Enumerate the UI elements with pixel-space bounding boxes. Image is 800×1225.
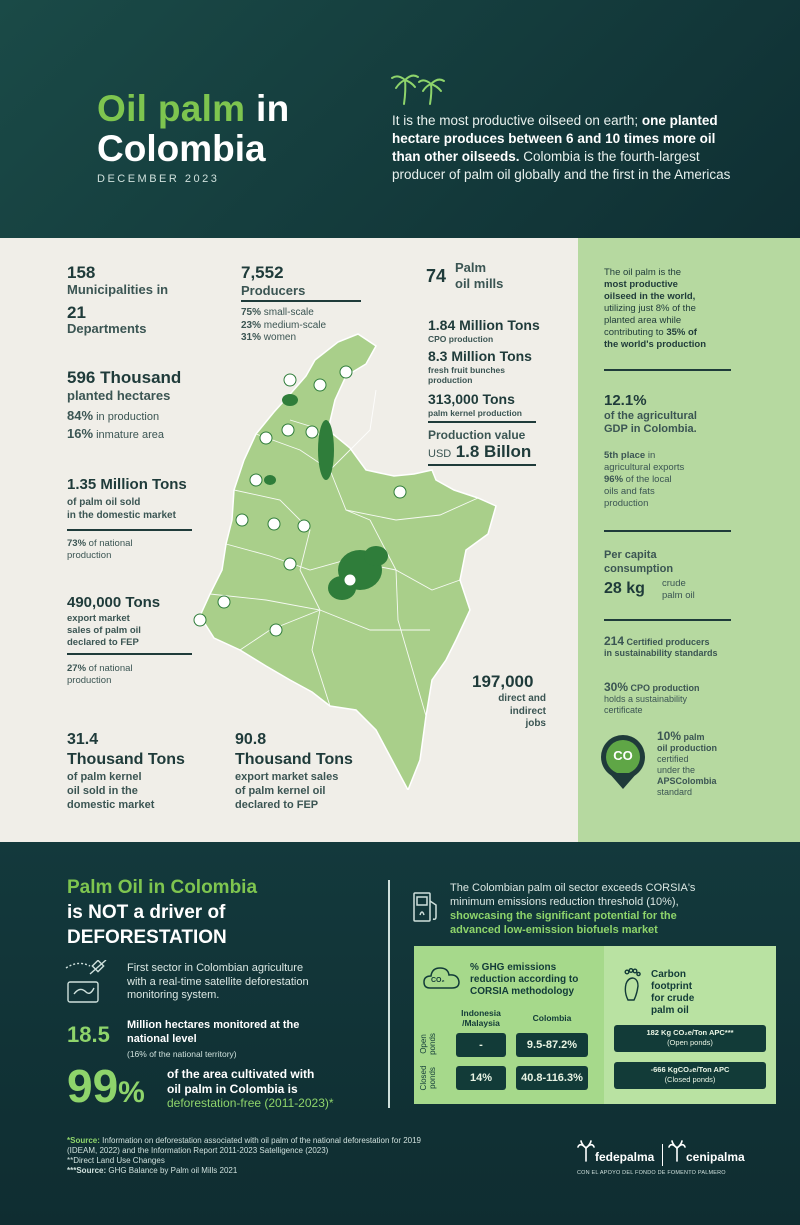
fedepalma-logo-icon xyxy=(577,1140,595,1162)
export-ranking: 5th place in agricultural exports 96% of the local oils and fats production xyxy=(604,450,685,509)
domestic-sales-label: of palm oil sold in the domestic market xyxy=(67,497,176,521)
jobs-count: 197,000 xyxy=(472,672,534,691)
pk-oil-domestic-amount: 31.4 Thousand Tons xyxy=(67,731,185,768)
aps-certified: 10% palm oil production certified under the APSColombia standard xyxy=(657,729,717,797)
row-header-open: Open ponds xyxy=(419,1033,437,1055)
cpo-certified: 30% CPO production holds a sustainability certificate xyxy=(604,680,700,715)
producers-breakdown: 75% small-scale 23% medium-scale 31% women xyxy=(241,307,327,343)
cpo-label: CPO production xyxy=(428,334,494,344)
municipalities-label: Municipalities in xyxy=(67,282,169,297)
page-title: Oil palm in xyxy=(97,88,290,129)
col-header-indonesia: Indonesia /Malaysia xyxy=(461,1008,501,1028)
gdp-share: 12.1% xyxy=(604,392,647,409)
immature-area: 16% inmature area xyxy=(67,426,164,441)
aps-seal-icon xyxy=(599,733,647,791)
intro-text: It is the most productive oilseed on earth; one planted hectare produces between 6 and 10 times more oil than other oilseeds. Colombia is the fourth-largest producer of palm oil globally and the first in the Americas xyxy=(392,113,731,182)
ffb-label: fresh fruit bunches production xyxy=(428,365,505,385)
export-sales-label: export market sales of palm oil declared to FEP xyxy=(67,613,141,648)
monitored-hectares-count: 18.5 xyxy=(67,1022,110,1047)
logo-divider xyxy=(662,1144,663,1166)
divider xyxy=(428,421,536,423)
territory-share: (16% of the national territory) xyxy=(127,1049,237,1059)
section-title-line-3: DEFORESTATION xyxy=(67,927,227,948)
divider xyxy=(604,530,731,532)
producers-count: 7,552 xyxy=(241,263,284,282)
co2-label: CO₂ xyxy=(431,977,445,984)
domestic-sales-amount: 1.35 Million Tons xyxy=(67,476,187,493)
divider xyxy=(67,653,192,655)
pk-oil-export-label: export market sales of palm kernel oil declared to FEP xyxy=(235,771,339,811)
divider xyxy=(241,300,361,302)
producers-label: Producers xyxy=(241,283,306,298)
cenipalma-logo: cenipalma xyxy=(686,1150,745,1164)
row-header-closed: Closed ponds xyxy=(419,1065,437,1091)
fuel-pump-icon xyxy=(412,887,440,923)
divider xyxy=(604,369,731,371)
jobs-label: direct and indirect jobs xyxy=(498,693,546,729)
production-value-label: Production value xyxy=(428,428,526,442)
consumption-label: Per capita consumption xyxy=(604,549,674,575)
divider xyxy=(428,464,536,466)
carbon-footprint-title: Carbon footprint for crude palm oil xyxy=(651,969,695,1016)
col-header-colombia: Colombia xyxy=(532,1013,572,1023)
report-date: DECEMBER 2023 xyxy=(97,173,220,185)
vertical-divider xyxy=(388,880,390,1108)
consumption-value: 28 kg xyxy=(604,580,645,597)
export-sales-amount: 490,000 Tons xyxy=(67,594,161,611)
pk-oil-domestic-label: of palm kernel oil sold in the domestic market xyxy=(67,771,155,811)
departments-count: 21 xyxy=(67,303,86,322)
pk-production: 313,000 Tons xyxy=(428,391,515,407)
domestic-share: 73% of national production xyxy=(67,538,133,561)
seal-label: CO xyxy=(613,748,633,763)
palm-tree-icon xyxy=(390,70,450,106)
hectares-count: 596 Thousand xyxy=(67,368,182,387)
footprint-icon xyxy=(622,968,642,1002)
production-value: USD 1.8 Billon xyxy=(428,442,532,461)
municipalities-count: 158 xyxy=(67,263,96,282)
production-area: 84% in production xyxy=(67,408,160,423)
cell-closed-colombia: 40.8-116.3% xyxy=(516,1066,588,1090)
fedepalma-logo: fedepalma xyxy=(595,1150,655,1164)
gdp-label: of the agricultural GDP in Colombia. xyxy=(604,410,697,435)
ghg-title: % GHG emissions reduction according to CORSIA methodology xyxy=(470,962,579,997)
export-share: 27% of national production xyxy=(67,663,133,686)
deforestation-free-pct: 99% xyxy=(67,1060,145,1112)
hectares-label: planted hectares xyxy=(67,388,171,403)
consumption-unit: crude palm oil xyxy=(662,578,695,601)
cpo-production: 1.84 Million Tons xyxy=(428,317,540,333)
pk-oil-export-amount: 90.8 Thousand Tons xyxy=(235,731,353,768)
logo-subtitle: CON EL APOYO DEL FONDO DE FOMENTO PALMERO xyxy=(577,1170,726,1176)
mills-count: 74 xyxy=(426,266,447,286)
divider xyxy=(67,529,192,531)
mills-label: Palm oil mills xyxy=(455,260,504,291)
monitored-hectares-label: Million hectares monitored at the national level xyxy=(127,1019,300,1045)
certified-producers: 214 Certified producers in sustainability standards xyxy=(604,634,718,658)
section-title: Palm Oil in Colombia xyxy=(67,877,258,898)
cell-closed-indonesia: 14% xyxy=(456,1066,506,1090)
cell-open-indonesia: - xyxy=(456,1033,506,1057)
deforestation-free-text: of the area cultivated with oil palm in Colombia is deforestation-free (2011-2023)* xyxy=(167,1067,334,1110)
page-title-line-2: Colombia xyxy=(97,128,266,169)
satellite-icon xyxy=(64,960,112,1004)
divider xyxy=(604,619,731,621)
satellite-monitoring-text: First sector in Colombian agriculture with a real-time satellite deforestation monitoring system. xyxy=(127,962,309,1001)
section-title-line-2: is NOT a driver of xyxy=(67,902,226,923)
cenipalma-logo-icon xyxy=(668,1140,686,1162)
sidebar-productivity-text: The oil palm is the most productive oilseed in the world, utilizing just 8% of the planted area while contributing to 35% of the world's production xyxy=(604,267,707,350)
cell-open-colombia: 9.5-87.2% xyxy=(516,1033,588,1057)
pk-label: palm kernel production xyxy=(428,408,522,418)
departments-label: Departments xyxy=(67,321,147,336)
corsia-text: The Colombian palm oil sector exceeds CORSIA's minimum emissions reduction threshold (10%), showcasing the significant potential for the advanced low-emission biofuels market xyxy=(450,882,696,936)
footprint-closed-ponds: -666 KgCO₂e/Ton APC (Closed ponds) xyxy=(614,1062,766,1089)
sources-footnote: *Source: Information on deforestation associated with oil palm of the national deforestation for 2019 (IDEAM, 2022) and the Information Report 2011-2023 Satelligence (2023) **Direct Land Use Changes ***Source: GHG Balance by Palm oil Mills 2021 xyxy=(67,1136,422,1175)
ffb-production: 8.3 Million Tons xyxy=(428,348,532,364)
footprint-open-ponds: 182 Kg CO₂e/Ton APC*** (Open ponds) xyxy=(614,1025,766,1052)
